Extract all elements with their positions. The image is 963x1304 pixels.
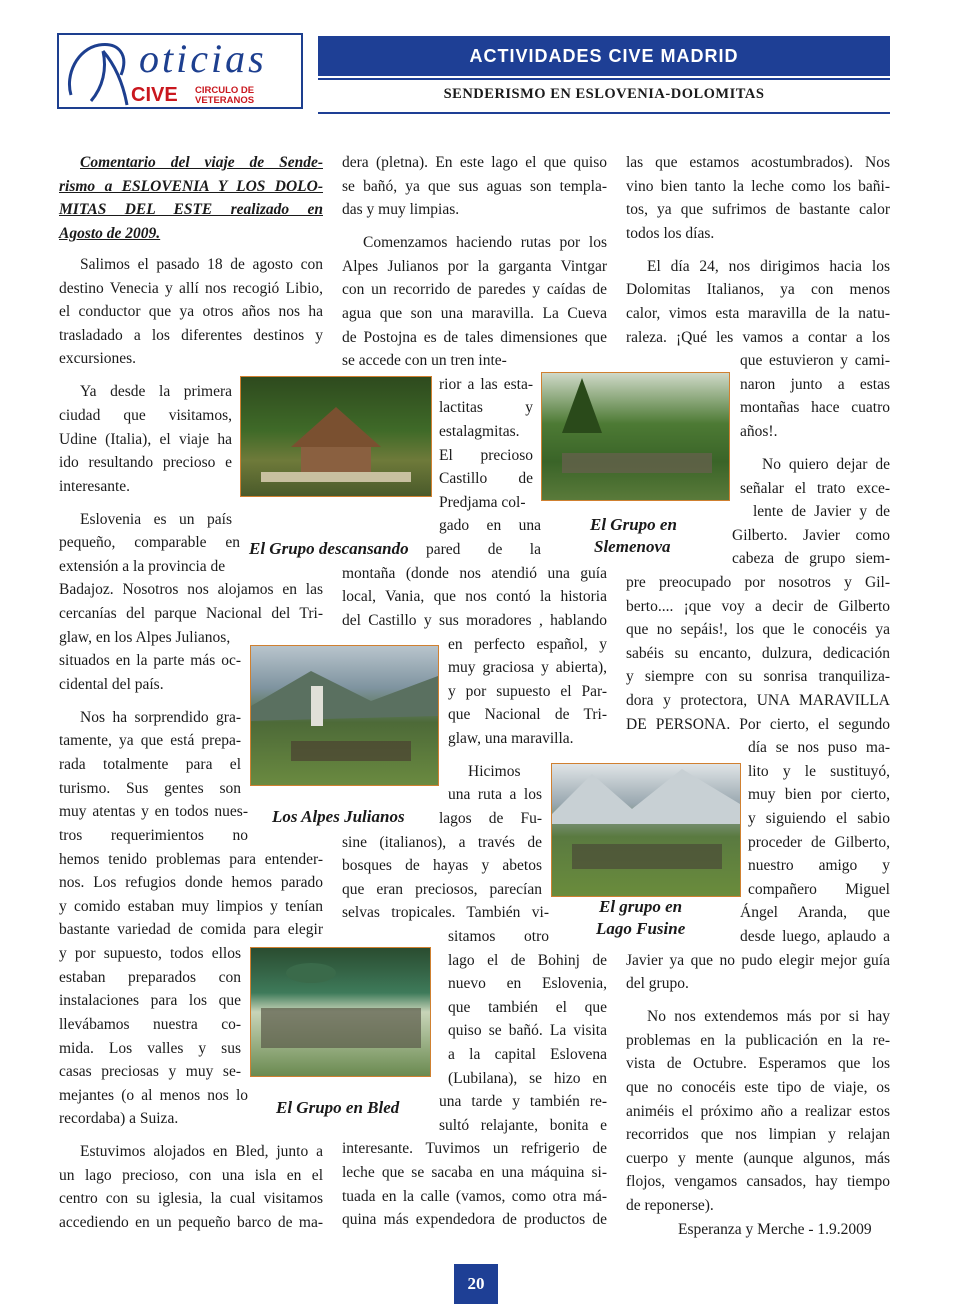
col3-line: pre preocupado por nosotros y Gil- (626, 574, 890, 591)
col1-line: mejantes (o al menos nos lo (59, 1087, 248, 1104)
logo-word: oticias (139, 36, 267, 81)
col2-line: agua que son una maravilla. La Cueva (342, 305, 607, 322)
col2-line: glaw, una maravilla. (448, 730, 574, 747)
col1-line: ciudad que visitamos, (59, 407, 232, 424)
col2-line: lagos de Fu- (439, 810, 542, 827)
col3-line: años!. (740, 423, 778, 440)
col3-line: flojos, vengamos cansados, hay tiempo (626, 1173, 890, 1190)
photo-group-resting (240, 376, 432, 497)
col1-line: casas preciosas y muy se- (59, 1063, 241, 1080)
col2-line: bosques de hayas y abetos (342, 857, 542, 874)
col1-line: mida. Los valles y sus (59, 1040, 241, 1057)
col3-line: problemas en la publicación en la re- (626, 1032, 890, 1049)
logo-subtitle-line-1: CIRCULO DE (195, 85, 255, 96)
col2-line: selvas tropicales. También vi- (342, 904, 549, 921)
col3-line: Javier ya que no pudo elegir mejor guía (626, 952, 890, 969)
col3-line: desde luego, aplaudo a (740, 928, 890, 945)
col3-line: cuerpo y mente (aunque algunos, más (626, 1150, 890, 1167)
col1-line: llevábamos nuestra co- (59, 1016, 241, 1033)
col2-line: que eran preciosos, parecían (342, 881, 542, 898)
col3-line: lito y le sustituyó, (748, 763, 890, 780)
col3-line: recorridos que nos limpian y relajan (626, 1126, 890, 1143)
col2-line: en perfecto español, y (448, 636, 607, 653)
col1-line: y comido estaban muy limpios y tenían (59, 898, 323, 915)
caption-bled: El Grupo en Bled (276, 1098, 400, 1117)
col2-line: rior a las esta- (439, 376, 533, 393)
caption-fusine-2: Lago Fusine (596, 919, 686, 938)
col3-line: calor, vimos esta maravilla de la natu- (626, 305, 890, 322)
magazine-logo (57, 33, 303, 109)
col3-line: No nos extendemos más por si hay (647, 1008, 890, 1025)
col3-line: Dolomitas Italianos, ya con menos (626, 281, 890, 298)
header-rule (318, 78, 890, 80)
header-rule-2 (318, 112, 890, 114)
col2-line: tuada en la calle (vamos, como otra má- (342, 1188, 607, 1205)
col1-line: bastante variedad de comida para elegir (59, 921, 323, 938)
col2-line: leche que se sacaba en una máquina si- (342, 1164, 607, 1181)
col3-line: muy bien por cierto, (748, 786, 890, 803)
col1-line: centro con su iglesia, la cual visitamos (59, 1190, 323, 1207)
col1-line: Salimos el pasado 18 de agosto con (80, 256, 323, 273)
col2-line: y por supuesto el Par- (448, 683, 607, 700)
col2-line: das y muy limpias. (342, 201, 460, 218)
col3-line: montañas hace cuatro (740, 399, 890, 416)
col1-line: Eslovenia es un país (80, 511, 232, 528)
col2-line: dera (pletna). En este lago el que quiso (342, 154, 607, 171)
col1-line: pequeño, comparable en (59, 534, 240, 551)
lake-bled-icon (251, 948, 430, 1076)
col1-line: instalaciones para los que (59, 992, 241, 1009)
caption-julian-alps: Los Alpes Julianos (272, 807, 405, 826)
col1-line: tamente, ya que está prepa- (59, 732, 241, 749)
page-number: 20 (454, 1264, 498, 1304)
col2-line: El precioso (439, 447, 533, 464)
col1-line: y por supuesto, todos ellos (59, 945, 241, 962)
col3-line: y siguiendo el sabio (748, 810, 890, 827)
col1-line: turismo. Sus gentes son (59, 780, 241, 797)
col1-line: Nos ha sorprendido gra- (80, 709, 241, 726)
col2-line: una tarde y también re- (439, 1093, 607, 1110)
photo-group-bled (250, 947, 431, 1077)
col2-line: interesante. Tuvimos un refrigerio de (342, 1140, 607, 1157)
lake-mountain-icon (552, 764, 740, 896)
col1-line: recordaba) a Suiza. (59, 1110, 179, 1127)
col1-line: Agosto de 2009. (59, 225, 161, 242)
col2-line: Alpes Julianos por la garganta Vintgar (342, 258, 607, 275)
caption-fusine-1: El grupo en (599, 897, 683, 916)
col3-line: berto.... ¡que voy a decir de Gilberto (626, 598, 890, 615)
col1-line: situados en la parte más oc- (59, 652, 241, 669)
col1-line: Udine (Italia), el viaje ha (59, 431, 232, 448)
col3-line: del grupo. (626, 975, 689, 992)
col1-line: rada totalmente para el (59, 756, 241, 773)
col3-line: dora y protectora, UNA MARAVILLA (626, 692, 890, 709)
logo-brand: CIVE (131, 84, 178, 106)
col3-line: proceder de Gilberto, (748, 834, 890, 851)
col2-line: que también el que (448, 999, 607, 1016)
col1-line: cidental del país. (59, 676, 164, 693)
col1-line: ido resultando precioso e (59, 454, 232, 471)
col2-line: Comenzamos haciendo rutas por los (363, 234, 607, 251)
article-subtitle: SENDERISMO EN ESLOVENIA-DOLOMITAS (443, 86, 765, 102)
col1-line: un lago precioso, con una isla en el (59, 1167, 323, 1184)
col1-line: MITAS DEL ESTE realizado en (59, 201, 323, 218)
col2-line: local, Vania, que nos contó la historia (342, 588, 607, 605)
col2-line: una ruta a los (448, 786, 542, 803)
photo-lago-fusine (551, 763, 741, 897)
col2-line: que Nacional de Tri- (448, 706, 607, 723)
col2-line: Hicimos (468, 763, 521, 780)
col2-line: a la capital Eslovena (448, 1046, 607, 1063)
col3-line: vista de Octubre. Esperamos que los (626, 1055, 890, 1072)
col3-line: que no conocéis este tipo de viaje, os (626, 1079, 890, 1096)
signature: Esperanza y Merche - 1.9.2009 (678, 1221, 872, 1238)
col1-line: Comentario del viaje de Sende- (80, 154, 323, 171)
logo-subtitle-line-2: VETERANOS (195, 94, 255, 106)
col2-line: muy graciosa y abierta), (448, 659, 607, 676)
col2-line: se bañó, ya que sus aguas son templa- (342, 178, 607, 195)
col2-line: (Lubilana), se hizo en (448, 1070, 607, 1087)
col3-line: No quiero dejar de (762, 456, 890, 473)
col1-line: excursiones. (59, 350, 137, 367)
col1-line: Ya desde la primera (80, 383, 232, 400)
col1-line: Badajoz. Nosotros nos alojamos en las (59, 581, 323, 598)
col3-line: vino bien tanto la leche como los bañi- (626, 178, 890, 195)
col2-line: sine (italianos), a través de (342, 834, 542, 851)
col1-line: el conductor que ya otros años nos ha (59, 303, 323, 320)
col1-line: tros requerimientos no (59, 827, 248, 844)
col3-line: nuestro amigo y (748, 857, 890, 874)
col3-line: lente de Javier y de (753, 503, 890, 520)
col3-line: las que estamos acostumbrados). Nos (626, 154, 890, 171)
col3-line: todos los días. (626, 225, 715, 242)
caption-slemenova-1: El Grupo en (590, 515, 677, 534)
col3-line: día se nos puso ma- (748, 739, 890, 756)
col1-line: hemos tenido problemas para entender- (59, 851, 323, 868)
col2-line: lago el de Bohinj de (448, 952, 607, 969)
col2-line: quiso se bañó. La visita (448, 1022, 607, 1039)
section-band: ACTIVIDADES CIVE MADRID (318, 36, 890, 76)
caption-resting: El Grupo descansando (249, 539, 409, 558)
col2-line: sitamos otro (448, 928, 549, 945)
col1-line: estaban preparados con (59, 969, 241, 986)
col2-line: estalagmitas. (439, 423, 520, 440)
col1-line: glaw, en los Alpes Julianos, (59, 629, 231, 646)
col3-line: señalar el trato exce- (740, 480, 890, 497)
photo-group-slemenova (541, 372, 730, 501)
col2-line: de Postojna es de tales dimensiones que (342, 329, 607, 346)
col1-line: accediendo en un pequeño barco de ma- (59, 1214, 323, 1231)
logo-n-swoop-icon (63, 35, 133, 109)
logo-subtitle (195, 86, 254, 105)
caption-slemenova-2: Slemenova (594, 537, 671, 556)
logo-cive (131, 84, 283, 106)
col3-line: Ángel Aranda, que (740, 904, 890, 921)
col2-line: del Castillo y sus moradores , hablando (342, 612, 607, 629)
col3-line: que no sepáis!, los que le conocéis ya (626, 621, 890, 638)
col1-line: cercanías del parque Nacional del Tri- (59, 605, 323, 622)
col2-line: lactitas y (439, 399, 533, 416)
col2-line: gado en una (439, 517, 541, 534)
col3-line: El día 24, nos dirigimos hacia los (647, 258, 890, 275)
col3-line: de reponerse). (626, 1197, 714, 1214)
col1-line: trasladado a los diferentes destinos y (59, 327, 323, 344)
col1-line: extensión a la provincia de (59, 558, 226, 575)
col2-line: pared de la (426, 541, 541, 558)
col2-line: con un recorrido de paredes y caídas de (342, 281, 607, 298)
col3-line: naron junto a estas (740, 376, 890, 393)
col3-line: raleza. ¡Qué les vamos a contar a los (626, 329, 890, 346)
cabin-scene-icon (241, 377, 431, 496)
col3-line: DE PERSONA. Por cierto, el segundo (626, 716, 890, 733)
col3-line: compañero Miguel (748, 881, 890, 898)
col2-line: Castillo de (439, 470, 533, 487)
col1-line: muy atentas y en todos nues- (59, 803, 248, 820)
col2-line: Predjama col- (439, 494, 526, 511)
col3-line: cabeza de grupo siem- (732, 550, 890, 567)
col3-line: tos, ya que sufrimos de bastante calor (626, 201, 890, 218)
photo-julian-alps (250, 645, 439, 786)
col2-line: quina más expendedora de productos de (342, 1211, 607, 1228)
col3-line: y siempre con su sonrisa tranquiliza- (626, 668, 890, 685)
col1-line: Estuvimos alojados en Bled, junto a (80, 1143, 323, 1160)
col1-line: interesante. (59, 478, 131, 495)
col2-line: se accede con un tren inte- (342, 352, 507, 369)
col1-line: rismo a ESLOVENIA Y LOS DOLO- (59, 178, 323, 195)
alps-church-icon (251, 646, 438, 785)
col3-line: animéis el próximo año a realizar estos (626, 1103, 890, 1120)
col2-line: montaña (donde nos atendió una guía (342, 565, 607, 582)
col1-line: destino Venecia y allí nos recogió Libio, (59, 280, 323, 297)
col2-line: nuevo en Eslovenia, (448, 975, 607, 992)
col3-line: Gilberto. Javier como (732, 527, 890, 544)
col2-line: sultó relajante, bonita e (439, 1117, 607, 1134)
col3-line: que estuvieron y cami- (740, 352, 890, 369)
meadow-group-icon (542, 373, 729, 500)
col3-line: sabéis su encanto, dulzura, dedicación (626, 645, 890, 662)
col1-line: nos. Los refugios donde hemos parado (59, 874, 323, 891)
